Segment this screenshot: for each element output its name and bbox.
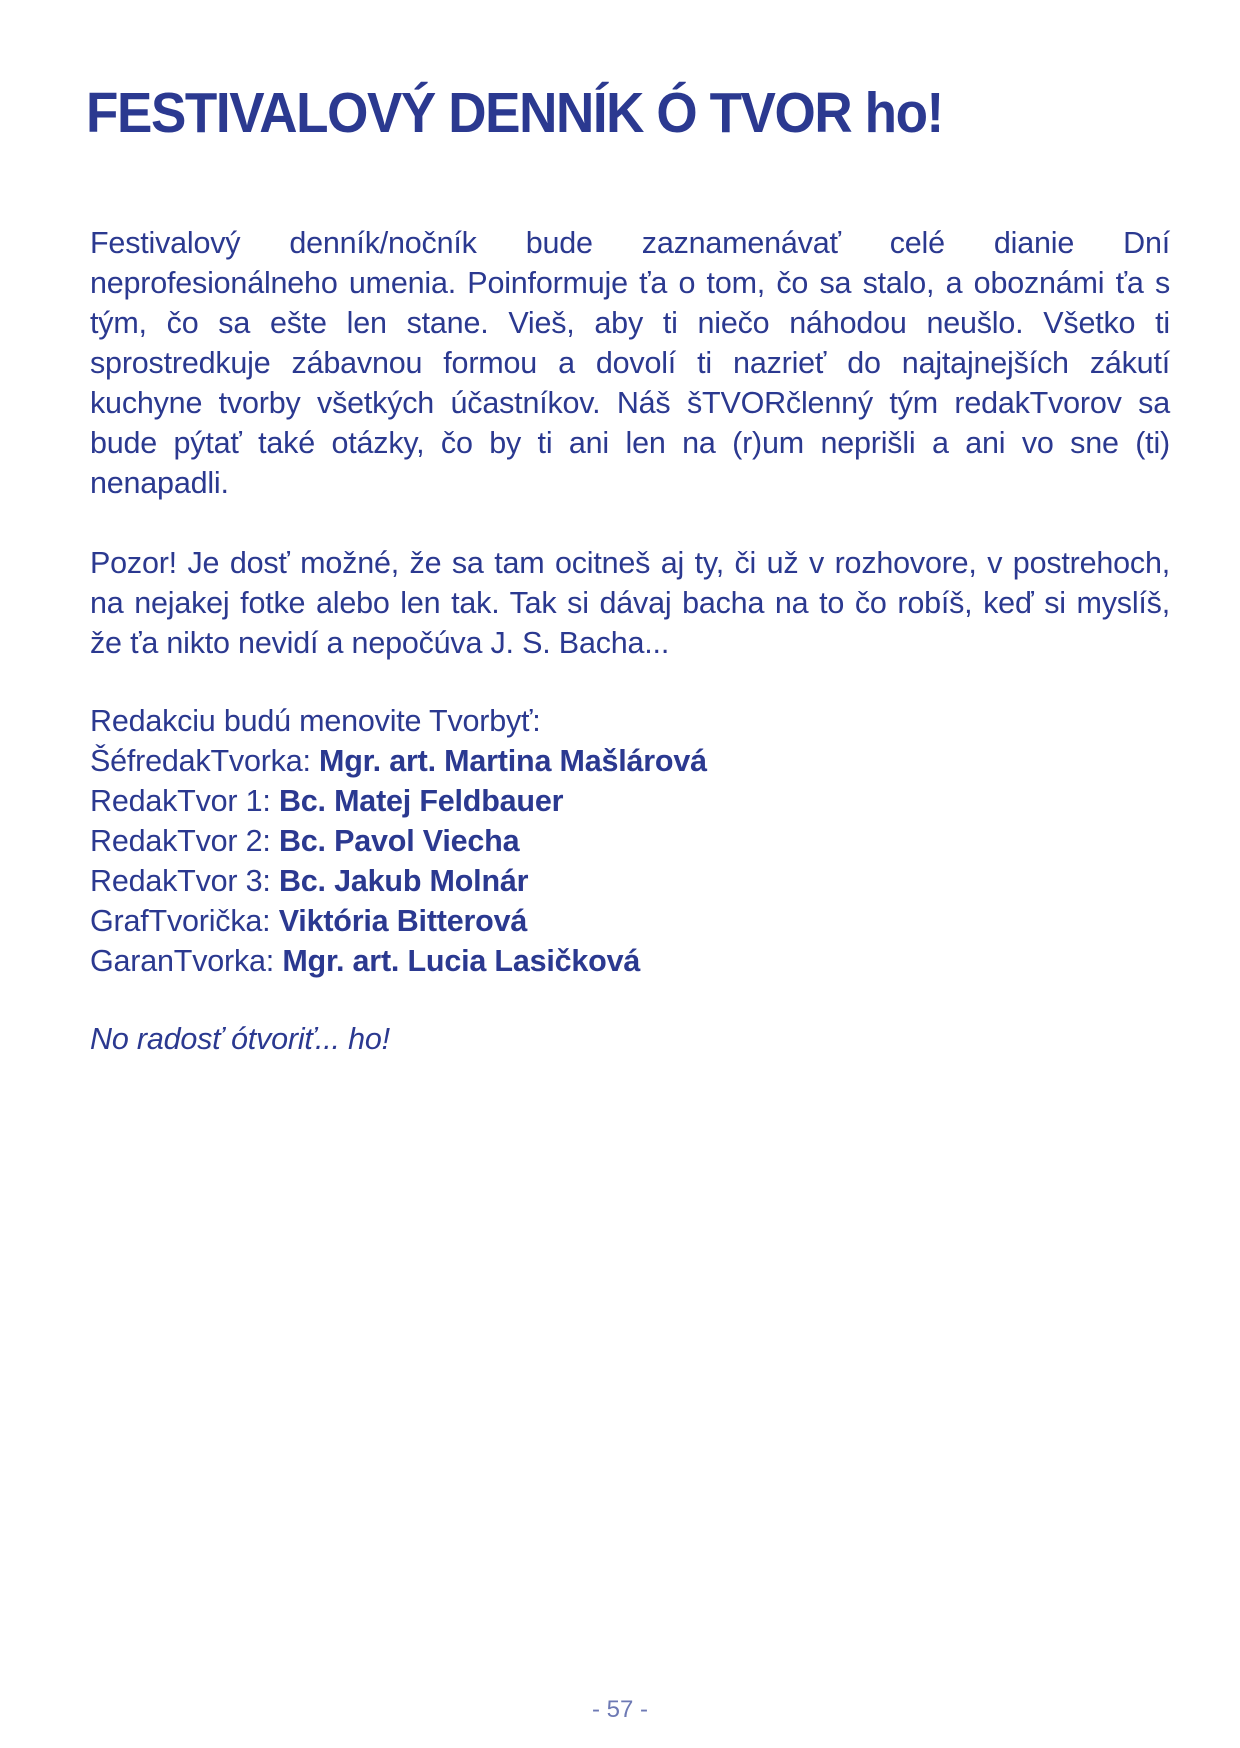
staff-intro: Redakciu budú menovite Tvorbyť: [90,704,541,738]
warning-paragraph: Pozor! Je dosť možné, že sa tam ocitneš aj ty, či už v rozhovore, v postrehoch, na nejakej fotke alebo len tak. Tak si dávaj bacha na to čo robíš, keď si myslíš, že ťa nikto nevidí a nepočúva J. S. Bacha... [90,546,1170,660]
staff-name: Mgr. art. Lucia Lasičková [282,944,641,978]
staff-item [90,781,1170,821]
staff-item [90,941,1170,981]
staff-name: Bc. Pavol Viecha [278,824,520,858]
staff-role: RedakTvor 3: [90,864,271,898]
staff-name: Bc. Matej Feldbauer [278,784,564,818]
closing-line: No radosť ótvoriť... ho! [90,1022,390,1056]
staff-role: RedakTvor 2: [90,824,271,858]
article-body [90,223,1170,1059]
staff-name: Bc. Jakub Molnár [278,864,529,898]
intro-paragraph: Festivalový denník/nočník bude zaznamenávať celé dianie Dní neprofesionálneho umenia. Poinformuje ťa o tom, čo sa stalo, a oboznámi ťa s tým, čo sa ešte len stane. Vieš, aby ti niečo náhodou neušlo. Všetko ti sprostredkuje zábavnou formou a dovolí ti nazrieť do najtajnejších zákutí kuchyne tvorby všetkých účastníkov. Náš šTVORčlenný tým redakTvorov sa bude pýtať také otázky, čo by ti ani len na (r)um neprišli a ani vo sne (ti) nenapadli. [90,226,1170,500]
staff-item [90,861,1170,901]
page-number: - 57 - [591,1696,648,1723]
staff-role: ŠéfredakTvorka: [90,744,311,778]
staff-role: RedakTvor 1: [90,784,271,818]
staff-item [90,821,1170,861]
staff-list [90,741,1170,981]
staff-item [90,901,1170,941]
staff-role: GrafTvorička: [90,904,271,938]
staff-name: Viktória Bitterová [278,904,528,938]
staff-item [90,741,1170,781]
page-title: FESTIVALOVÝ DENNÍK Ó TVOR ho! [86,81,943,145]
staff-name: Mgr. art. Martina Mašlárová [319,744,707,778]
staff-role: GaranTvorka: [90,944,275,978]
